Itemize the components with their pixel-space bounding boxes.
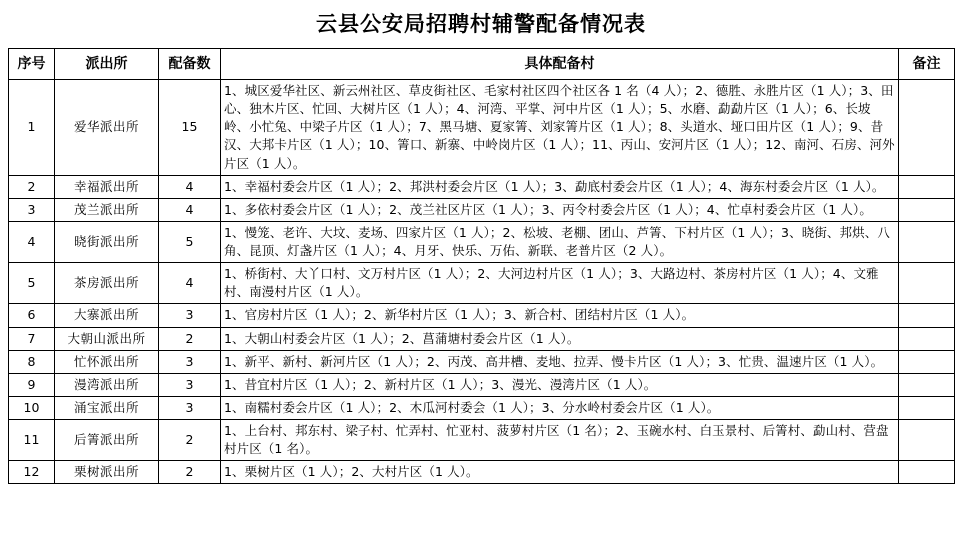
cell-detail <box>221 420 899 461</box>
cell-count: 3 <box>159 373 221 396</box>
page-title: 云县公安局招聘村辅警配备情况表 <box>316 11 646 36</box>
cell-index: 6 <box>9 304 55 327</box>
table-row <box>9 304 955 327</box>
cell-remark <box>899 80 955 176</box>
table-header-row <box>9 49 955 80</box>
cell-remark <box>899 263 955 304</box>
cell-count: 2 <box>159 327 221 350</box>
detail-text: 1、南糯村委会片区（1 人）；2、木瓜河村委会（1 人）；3、分水岭村委会片区（1 人）。 <box>224 399 720 415</box>
cell-remark <box>899 175 955 198</box>
cell-remark <box>899 373 955 396</box>
cell-index: 10 <box>9 396 55 419</box>
cell-station: 晓街派出所 <box>55 221 159 262</box>
cell-count: 2 <box>159 461 221 484</box>
cell-station: 茂兰派出所 <box>55 198 159 221</box>
table-row <box>9 373 955 396</box>
cell-index: 2 <box>9 175 55 198</box>
detail-text: 1、城区爱华社区、新云州社区、草皮街社区、毛家村社区四个社区各 1 名（4 人）；2、德胜、永胜片区（1 人）；3、田心、独木片区、忙回、大树片区（1 人）；4、河湾、平掌、河中片区（1 人）；5、水磨、勐勐片区（1 人）；6、长坡岭、小忙兔、中梁子片区（1 人）；7、黑马塘、夏家箐、刘家箐片区（1 人）；8、头道水、垭口田片区（1 人）；9、昔汉、大邦卡片区（1 人）；10、箐口、新寨、中岭岗片区（1 人）；11、丙山、安河片区（1 人）；12、南河、石房、河外片区（1 人）。 <box>224 83 895 171</box>
table-header <box>9 49 955 80</box>
cell-index: 5 <box>9 263 55 304</box>
cell-index: 3 <box>9 198 55 221</box>
table-row <box>9 221 955 262</box>
detail-text: 1、栗树片区（1 人）；2、大村片区（1 人）。 <box>224 464 479 480</box>
column-header-count: 配备数 <box>159 49 221 80</box>
column-header-remark: 备注 <box>899 49 955 80</box>
cell-count: 3 <box>159 350 221 373</box>
cell-count: 3 <box>159 396 221 419</box>
cell-station: 大朝山派出所 <box>55 327 159 350</box>
cell-detail <box>221 396 899 419</box>
cell-detail <box>221 221 899 262</box>
cell-station: 栗树派出所 <box>55 461 159 484</box>
cell-remark <box>899 327 955 350</box>
cell-index: 11 <box>9 420 55 461</box>
cell-station: 漫湾派出所 <box>55 373 159 396</box>
cell-station: 爱华派出所 <box>55 80 159 176</box>
detail-text: 1、幸福村委会片区（1 人）；2、邦洪村委会片区（1 人）；3、勐底村委会片区（1 人）；4、海东村委会片区（1 人）。 <box>224 178 885 194</box>
cell-detail <box>221 304 899 327</box>
cell-station: 幸福派出所 <box>55 175 159 198</box>
cell-station: 忙怀派出所 <box>55 350 159 373</box>
cell-remark <box>899 461 955 484</box>
staffing-table <box>8 48 955 484</box>
column-header-detail: 具体配备村 <box>221 49 899 80</box>
cell-count: 15 <box>159 80 221 176</box>
cell-count: 4 <box>159 175 221 198</box>
column-header-index: 序号 <box>9 49 55 80</box>
cell-station: 大寨派出所 <box>55 304 159 327</box>
cell-index: 9 <box>9 373 55 396</box>
table-row <box>9 198 955 221</box>
table-row <box>9 263 955 304</box>
cell-count: 4 <box>159 198 221 221</box>
table-body <box>9 80 955 484</box>
detail-text: 1、昔宜村片区（1 人）；2、新村片区（1 人）；3、漫光、漫湾片区（1 人）。 <box>224 376 657 392</box>
detail-text: 1、大朝山村委会片区（1 人）；2、菖蒲塘村委会片区（1 人）。 <box>224 330 580 346</box>
cell-detail <box>221 327 899 350</box>
detail-text: 1、桥街村、大丫口村、文万村片区（1 人）；2、大河边村片区（1 人）；3、大路边村、茶房村片区（1 人）；4、文雅村、南漫村片区（1 人）。 <box>224 266 879 300</box>
detail-text: 1、上台村、邦东村、梁子村、忙弄村、忙亚村、菠萝村片区（1 名）；2、玉碗水村、白玉景村、后箐村、勐山村、营盘村片区（1 名）。 <box>224 423 889 457</box>
cell-detail <box>221 263 899 304</box>
cell-station: 茶房派出所 <box>55 263 159 304</box>
cell-remark <box>899 221 955 262</box>
table-row <box>9 327 955 350</box>
cell-remark <box>899 198 955 221</box>
column-header-station: 派出所 <box>55 49 159 80</box>
detail-text: 1、慢笼、老许、大坟、麦场、四家片区（1 人）；2、松坡、老棚、团山、芦箐、下村片区（1 人）；3、晓街、邦烘、八角、昆顶、灯盏片区（1 人）；4、月牙、快乐、万佑、新联、老普片区（2 人）。 <box>224 224 890 258</box>
cell-remark <box>899 350 955 373</box>
table-row <box>9 175 955 198</box>
cell-remark <box>899 396 955 419</box>
cell-index: 12 <box>9 461 55 484</box>
table-row <box>9 80 955 176</box>
cell-count: 3 <box>159 304 221 327</box>
cell-detail <box>221 175 899 198</box>
cell-index: 7 <box>9 327 55 350</box>
cell-remark <box>899 304 955 327</box>
cell-remark <box>899 420 955 461</box>
cell-detail <box>221 198 899 221</box>
table-row <box>9 420 955 461</box>
table-row <box>9 350 955 373</box>
cell-count: 5 <box>159 221 221 262</box>
cell-count: 4 <box>159 263 221 304</box>
detail-text: 1、官房村片区（1 人）；2、新华村片区（1 人）；3、新合村、团结村片区（1 人）。 <box>224 307 695 323</box>
cell-count: 2 <box>159 420 221 461</box>
cell-detail <box>221 80 899 176</box>
cell-detail <box>221 461 899 484</box>
cell-index: 4 <box>9 221 55 262</box>
cell-detail <box>221 373 899 396</box>
detail-text: 1、新平、新村、新河片区（1 人）；2、丙茂、高井槽、麦地、拉弄、慢卡片区（1 人）；3、忙贵、温速片区（1 人）。 <box>224 353 884 369</box>
detail-text: 1、多依村委会片区（1 人）；2、茂兰社区片区（1 人）；3、丙令村委会片区（1 人）；4、忙卓村委会片区（1 人）。 <box>224 201 872 217</box>
cell-station: 后箐派出所 <box>55 420 159 461</box>
table-row <box>9 461 955 484</box>
cell-index: 1 <box>9 80 55 176</box>
table-row <box>9 396 955 419</box>
cell-station: 涌宝派出所 <box>55 396 159 419</box>
cell-index: 8 <box>9 350 55 373</box>
cell-detail <box>221 350 899 373</box>
